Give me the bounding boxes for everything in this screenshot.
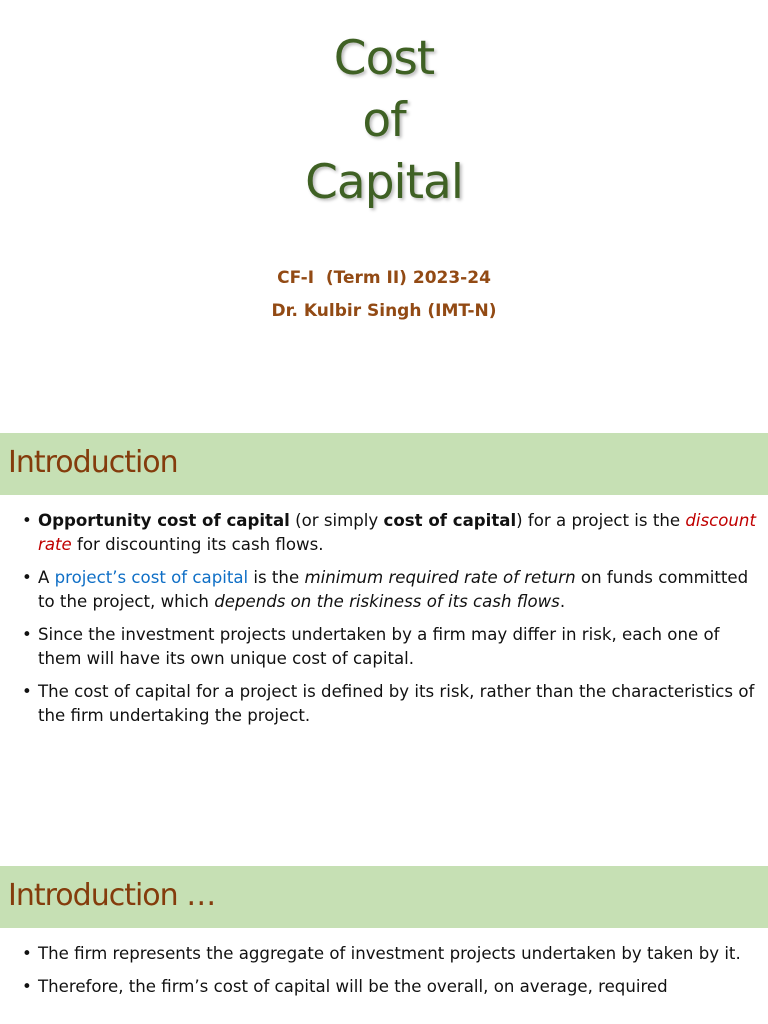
bullet-text-run: on funds committed to the project, which (38, 568, 749, 611)
main-title (0, 28, 768, 214)
bullet-text-run: is the (248, 568, 305, 587)
bullet-text-run: The firm represents the aggregate of investment projects undertaken by taken by it. (38, 944, 741, 963)
subtitle (0, 262, 768, 328)
bullet-list (22, 942, 758, 1008)
bullet-text-run: minimum required rate of return (304, 568, 576, 587)
introduction-continued-slide (0, 866, 768, 1024)
author-line: Dr. Kulbir Singh (IMT-N) (271, 301, 497, 321)
bullet-item (22, 680, 758, 728)
title-line-2: of (362, 93, 406, 148)
course-line: CF-I (Term II) 2023-24 (277, 268, 491, 288)
bullet-text-run: discount rate (38, 511, 756, 554)
bullet-text-run: cost of capital (383, 511, 517, 530)
slide-header (0, 433, 768, 495)
bullet-item (22, 975, 758, 999)
slide-header (0, 866, 768, 928)
bullet-text-run: . (559, 592, 566, 611)
title-line-3: Capital (305, 155, 463, 210)
bullet-item (22, 566, 758, 614)
slide-heading: Introduction (8, 445, 178, 480)
bullet-text-run: Since the investment projects undertaken by a firm may differ in risk, each one of them will have its own unique cost of capital. (38, 625, 720, 668)
title-line-1: Cost (333, 31, 435, 86)
bullet-text-run: A (38, 568, 55, 587)
slide-heading: Introduction … (8, 878, 216, 913)
bullet-text-run: depends on the riskiness of its cash flows (214, 592, 560, 611)
bullet-text-run: ) for a project is the (516, 511, 686, 530)
introduction-slide (0, 433, 768, 833)
bullet-text-run: project’s cost of capital (54, 568, 249, 587)
title-slide (0, 0, 768, 430)
bullet-item (22, 509, 758, 557)
bullet-text-run: The cost of capital for a project is defined by its risk, rather than the characteristics of the firm undertaking the project. (38, 682, 755, 725)
bullet-text-run: for discounting its cash flows. (71, 535, 324, 554)
bullet-text-run: (or simply (289, 511, 384, 530)
bullet-text-run: Therefore, the firm’s cost of capital will be the overall, on average, required (38, 977, 668, 996)
bullet-item (22, 623, 758, 671)
bullet-text-run: Opportunity cost of capital (38, 511, 290, 530)
bullet-item (22, 942, 758, 966)
bullet-list (22, 509, 758, 737)
